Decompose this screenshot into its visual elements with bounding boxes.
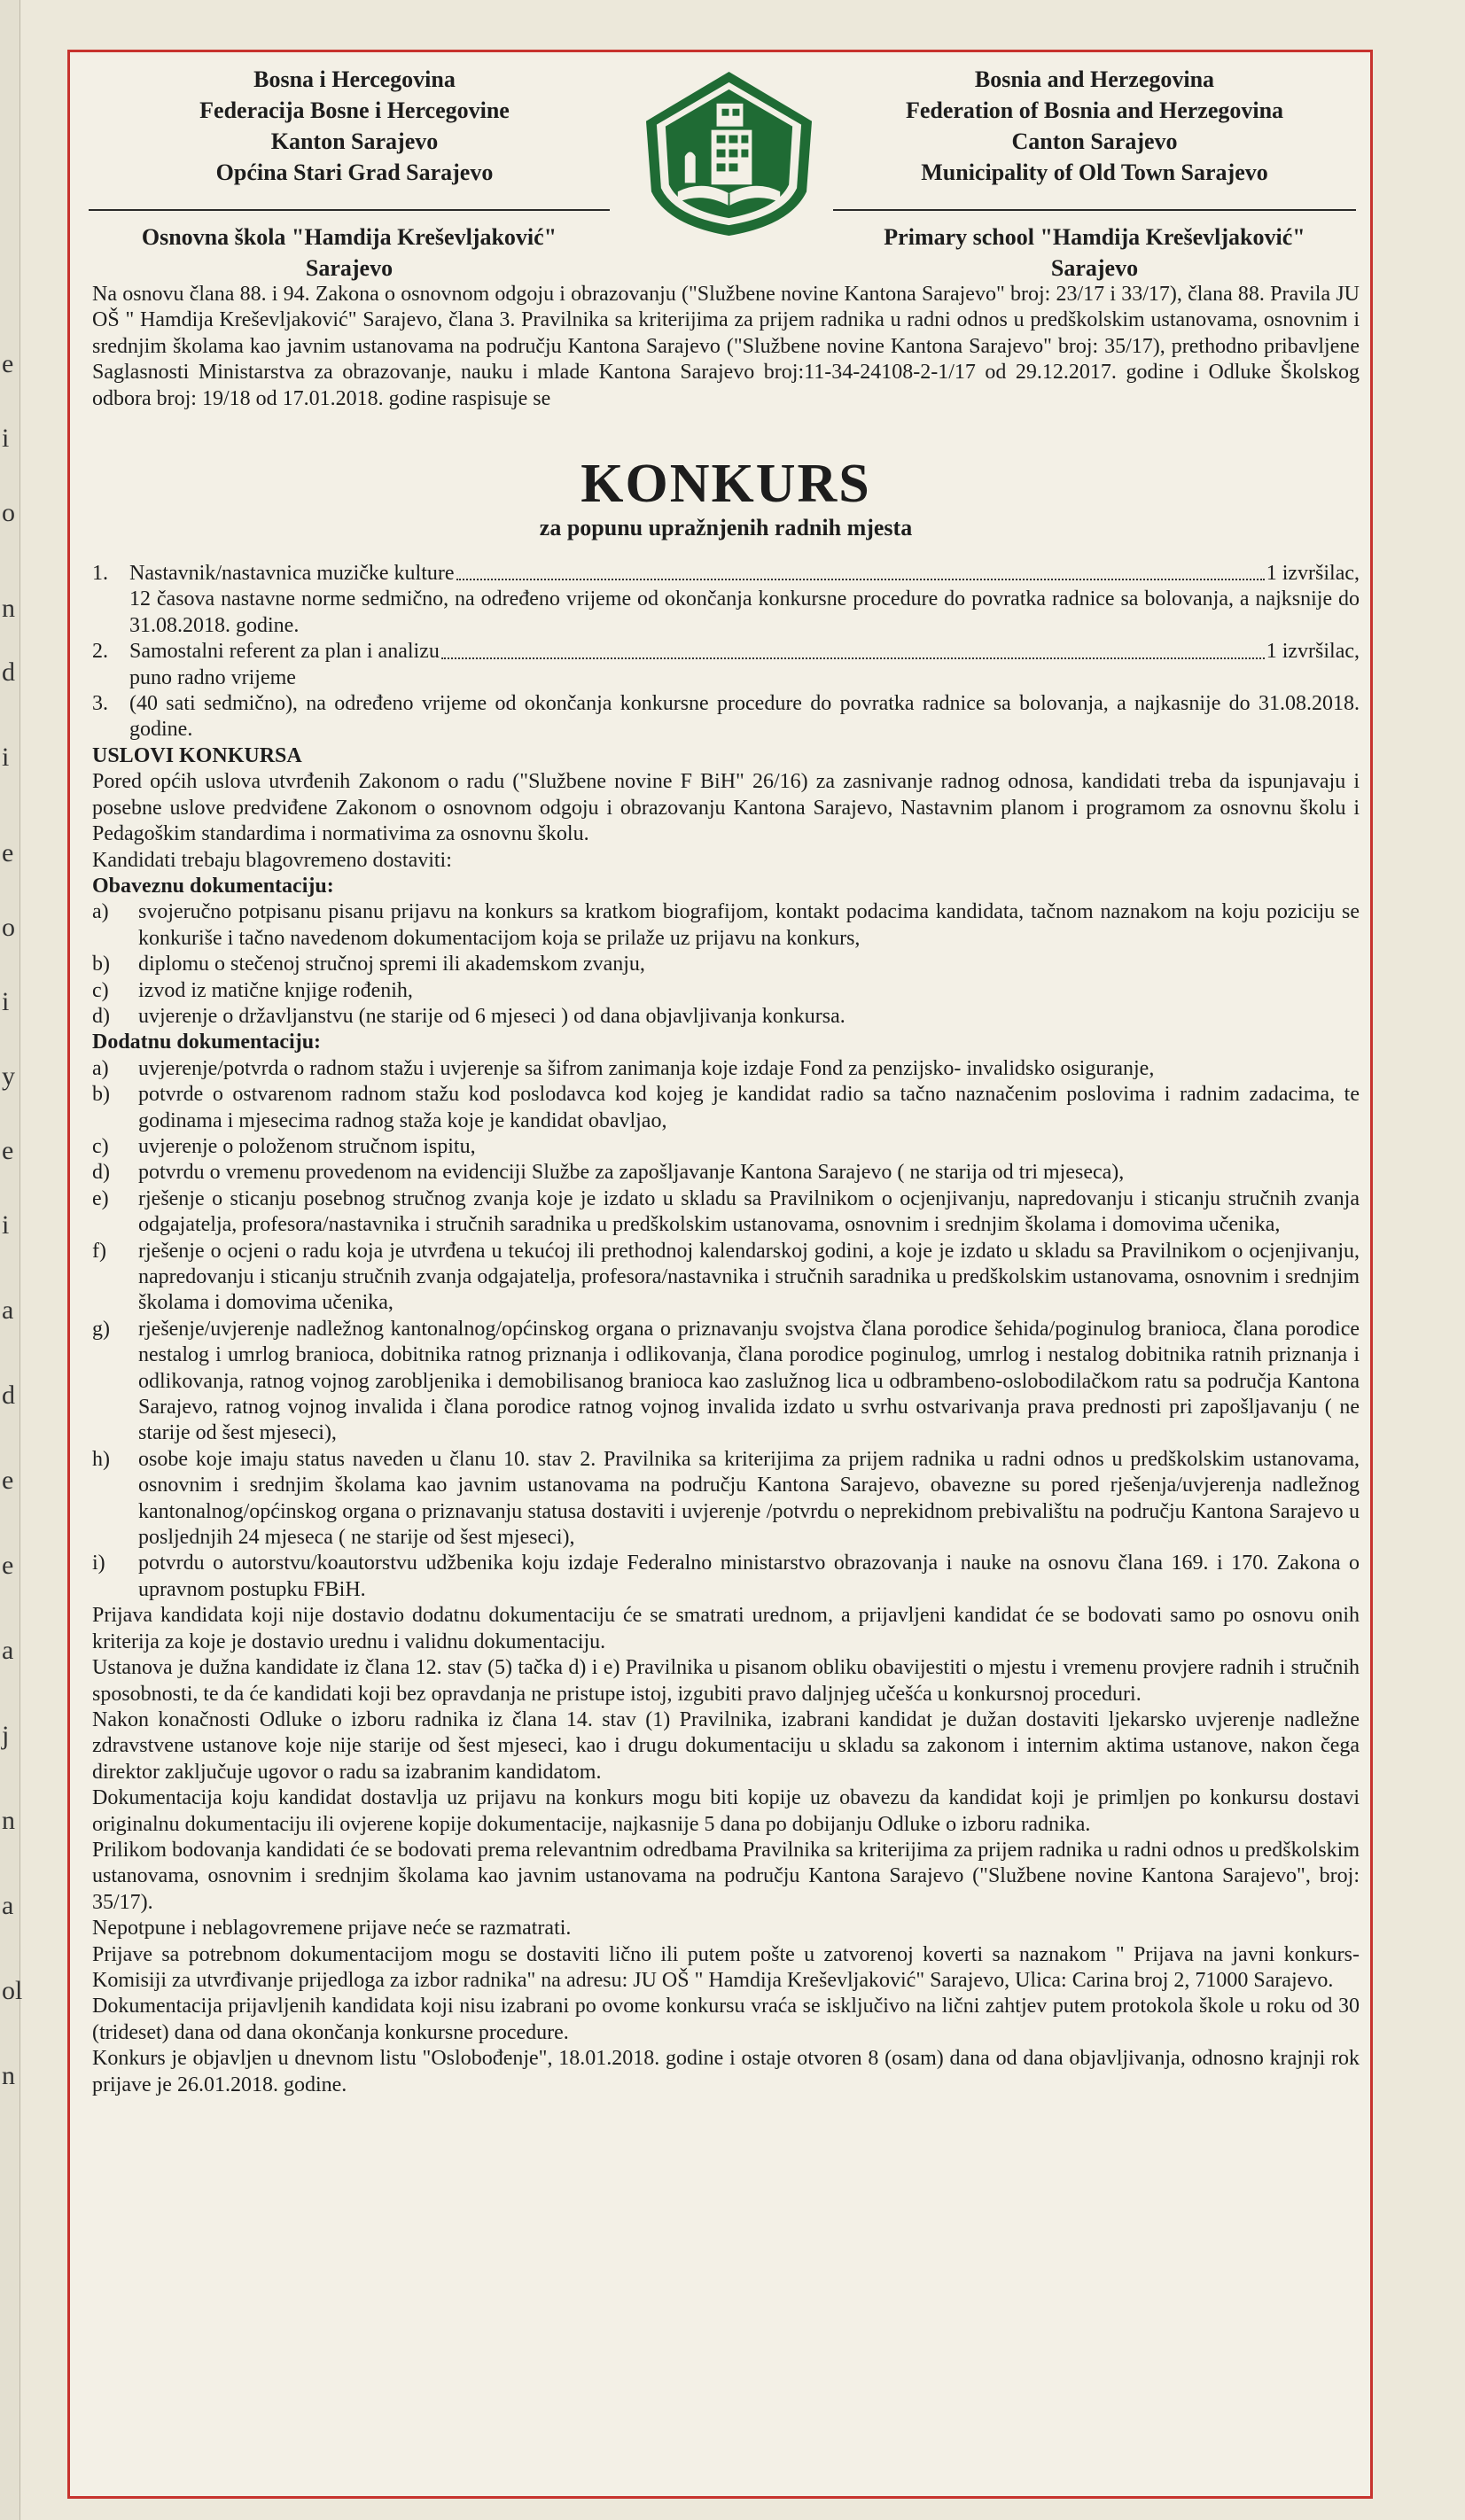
legal-basis-paragraph: Na osnovu člana 88. i 94. Zakona o osnovnom odgoju i obrazovanju ("Službene novine Kantona Sarajevo" broj: 23/17 i 33/17), člana 88. Pravila JU OŠ " Hamdija Kreševljaković" Sarajevo, člana 3. Pravilnika sa kriterijima za prijem radnika u radni odnos u predškolskim ustanovama, osnovnim i srednjim školama kao javnim ustanovama na području Kantona Sarajevo ("Službene novine Kantona Sarajevo" broj: 35/17), prethodno pribavljene Saglasnosti Ministarstva za obrazovanje, nauku i mlade Kantona Sarajevo broj:11-34-24108-2-1/17 od 29.12.2017. godine i Odluke Školskog odbora broj: 19/18 od 17.01.2018. godine raspisuje se xyxy=(92,283,1360,410)
position-item xyxy=(92,639,1360,691)
list-marker: a) xyxy=(92,1056,109,1080)
adjacent-column-fragment: d xyxy=(2,1381,15,1410)
announcement-subtitle: za popunu upražnjenih radnih mjesta xyxy=(539,515,913,541)
position-item xyxy=(92,691,1360,743)
header-right-line: Federation of Bosnia and Herzegovina xyxy=(905,97,1284,123)
position-number: 3. xyxy=(92,692,108,716)
header-left xyxy=(106,64,603,188)
deliver-text: Kandidati trebaju blagovremeno dostaviti: xyxy=(92,848,452,872)
position-item xyxy=(92,561,1360,639)
list-marker: d) xyxy=(92,1161,110,1185)
list-text: potvrdu o vremenu provedenom na evidenciji Službe za zapošljavanje Kantona Sarajevo ( ne starija od tri mjeseca), xyxy=(138,1161,1125,1185)
list-text: rješenje o sticanju posebnog stručnog zvanja koje je izdato u skladu sa Pravilnikom o ocjenjivanju, napredovanju i sticanju stručnih zvanja odgajatelja, profesora/nastavnika i stručnih saradnika u predškolskim ustanovama, osnovnim i srednjim školama i domovima učenika, xyxy=(138,1186,1360,1237)
school-city-english: Sarajevo xyxy=(1050,255,1139,281)
list-text: uvjerenje/potvrda o radnom stažu i uvjerenje sa šifrom zanimanja koje izdaje Fond za penzijsko- invalidsko osiguranje, xyxy=(138,1056,1155,1080)
header-left-line: Kanton Sarajevo xyxy=(270,128,439,154)
list-marker: b) xyxy=(92,953,110,976)
list-text: uvjerenje o državljanstvu (ne starije od 6 mjeseci ) od dana objavljivanja konkursa. xyxy=(138,1004,845,1028)
list-text: diplomu o stečenoj stručnoj spremi ili akademskom zvanju, xyxy=(138,953,645,976)
header-right-rule xyxy=(833,209,1356,211)
closing-paragraph: Prilikom bodovanja kandidati će se bodovati prema relevantnim odredbama Pravilnika sa kriterijima za prijem radnika u radni odnos u predškolskim ustanovama, osnovnim i srednjim školama kao javnim ustanovama na području Kantona Sarajevo ("Službene novine Kantona Sarajevo", broj: 35/17). xyxy=(92,1838,1360,1914)
header-left-rule xyxy=(89,209,610,211)
additional-document-item xyxy=(92,1447,1360,1552)
adjacent-column-fragment: a xyxy=(2,1891,14,1920)
list-marker: b) xyxy=(92,1083,110,1107)
list-marker: a) xyxy=(92,900,109,924)
header-right xyxy=(851,64,1338,188)
closing-paragraph: Dokumentacija prijavljenih kandidata koji nisu izabrani po ovome konkursu vraća se isključivo na lični zahtjev putem protokola škole u roku od 30 (trideset) dana od dana okončanja konkursne procedure. xyxy=(92,1995,1360,2044)
additional-document-item xyxy=(92,1134,1360,1160)
header-right-line: Canton Sarajevo xyxy=(1011,128,1178,154)
dot-leader xyxy=(456,579,1265,580)
mandatory-document-item xyxy=(92,1004,1360,1030)
position-name: Nastavnik/nastavnica muzičke kulture xyxy=(129,562,455,586)
additional-document-item xyxy=(92,1317,1360,1447)
closing-paragraph: Dokumentacija koju kandidat dostavlja uz prijavu na konkurs mogu biti kopije uz obavezu da kandidat koji je primljen po konkursu dostavi originalnu dokumentaciju ili ovjerene kopije dokumentacije, najkasnije 5 dana po dobijanju Odluke o izboru radnika. xyxy=(92,1786,1360,1836)
closing-paragraph: Konkurs je objavljen u dnevnom listu "Oslobođenje", 18.01.2018. godine i ostaje otvoren 8 (osam) dana od dana objavljivanja, odnosno krajnji rok prijave je 26.01.2018. godine. xyxy=(92,2047,1360,2096)
list-text: svojeručno potpisanu pisanu prijavu na konkurs sa kratkom biografijom, kontakt podacima kandidata, tačnom naznakom na koju poziciju se konkuriše i tačno navedenom dokumentacijom koja se prilaže uz prijavu na konkurs, xyxy=(138,900,1360,950)
header-left-line: Općina Stari Grad Sarajevo xyxy=(215,159,494,185)
header-right-school xyxy=(833,222,1356,284)
additional-document-item xyxy=(92,1056,1360,1082)
adjacent-column-fragment: d xyxy=(2,657,15,687)
adjacent-column-fragment: n xyxy=(2,594,15,623)
list-text: rješenje o ocjeni o radu koja je utvrđena u tekućoj ili prethodnoj kalendarskoj godini, a koje je izdato u skladu sa Pravilnikom o ocjenjivanju, napredovanju i sticanju stručnih zvanja odgajatelja, profesora/nastavnika i stručnih saradnika u predškolskim ustanovama, osnovnim i srednjim školama i domovima učenika, xyxy=(138,1239,1360,1315)
additional-document-item xyxy=(92,1186,1360,1239)
conditions-heading: USLOVI KONKURSA xyxy=(92,743,302,767)
conditions-paragraph: Pored općih uslova utvrđenih Zakonom o radu ("Službene novine F BiH" 26/16) za zasnivanje radnog odnosa, kandidati treba da ispunjavaju i posebne uslove predviđene Zakonom o osnovnom odgoju i obrazovanju Kantona Sarajevo, Nastavnim planom i programom za osnovnu školu i Pedagoškim standardima i normativima za osnovnu školu. xyxy=(92,770,1360,846)
position-count: 1 izvršilac, xyxy=(1266,562,1360,586)
position-count: 1 izvršilac, xyxy=(1266,640,1360,664)
list-marker: h) xyxy=(92,1447,110,1471)
adjacent-column-fragment: e xyxy=(2,1466,14,1495)
position-number: 1. xyxy=(92,562,108,586)
list-marker: c) xyxy=(92,978,109,1002)
additional-document-item xyxy=(92,1551,1360,1603)
header-left-line: Bosna i Hercegovina xyxy=(253,66,456,92)
header-right-line: Municipality of Old Town Sarajevo xyxy=(921,159,1268,185)
adjacent-column-fragment: e xyxy=(2,1136,14,1165)
adjacent-column-fragment: i xyxy=(2,743,10,772)
adjacent-column-fragment: i xyxy=(2,424,10,453)
closing-paragraph: Ustanova je dužna kandidate iz člana 12. stav (5) tačka d) i e) Pravilnika u pisanom obliku obavijestiti o mjestu i vremenu provjere radnih i stručnih sposobnosti, te da će kandidati koji bez opravdanja ne pristupe istoj, izgubiti pravo daljnjeg učešća u konkursnoj proceduri. xyxy=(92,1656,1360,1706)
school-city-local: Sarajevo xyxy=(305,255,394,281)
closing-paragraph: Nakon konačnosti Odluke o izboru radnika iz člana 14. stav (1) Pravilnika, izabrani kandidat je dužan dostaviti ljekarsko uvjerenje nadležne zdravstvene ustanove koje nije starije od šest mjeseci, kao i drugu dokumentaciju u skladu sa zakonom i internim aktima ustanove, nakon čega direktor zaključuje ugovor o radu sa izabranim kandidatom. xyxy=(92,1707,1360,1784)
closing-paragraph: Prijave sa potrebnom dokumentacijom mogu se dostaviti lično ili putem pošte u zatvorenoj koverti sa naznakom " Prijava na javni konkurs- Komisiji za utvrđivanje prijedloga za izbor radnika" na adresu: JU OŠ " Hamdija Kreševljaković" Sarajevo, Ulica: Carina broj 2, 71000 Sarajevo. xyxy=(92,1942,1360,1992)
adjacent-column-fragment: e xyxy=(2,1551,14,1580)
additional-document-item xyxy=(92,1082,1360,1134)
adjacent-column-fragment: n xyxy=(2,1806,15,1835)
position-details: 12 časova nastavne norme sedmično, na određeno vrijeme od okončanja konkursne procedure do povratka radnice sa bolovanja, a najksnije do 31.08.2018. godine. xyxy=(129,587,1360,637)
adjacent-column-fragment: a xyxy=(2,1295,14,1325)
mandatory-document-item xyxy=(92,978,1360,1004)
additional-heading: Dodatnu dokumentaciju: xyxy=(92,1031,322,1054)
header-left-line: Federacija Bosne i Hercegovine xyxy=(199,97,510,123)
list-marker: f) xyxy=(92,1239,106,1263)
mandatory-heading: Obaveznu dokumentaciju: xyxy=(92,874,334,898)
header-right-line: Bosnia and Herzegovina xyxy=(974,66,1215,92)
adjacent-column-fragment: o xyxy=(2,913,15,942)
list-text: osobe koje imaju status naveden u članu 10. stav 2. Pravilnika sa kriterijima za prijem radnika u radni odnos u predškolskim ustanovama, osnovnim i srednjim školama kao javnim ustanovama na području Kantona Sarajevo, obavezne su pored rješenja/uvjerenja nadležnog kantonalnog/općinskog organa o priznavanju statusa dostaviti i uvjerenje /potvrdu o neprekidnom prebivalištu na području Kantona Sarajevo u posljednjih 24 mjeseca ( ne starije od šest mjeseci), xyxy=(138,1447,1360,1550)
school-name-english: Primary school "Hamdija Kreševljaković" xyxy=(884,224,1305,250)
additional-document-item xyxy=(92,1239,1360,1317)
adjacent-column-fragment: i xyxy=(2,1210,10,1240)
list-marker: i) xyxy=(92,1552,105,1575)
adjacent-column-fragment: j xyxy=(2,1721,10,1750)
adjacent-column-fragment: e xyxy=(2,838,14,867)
adjacent-column-fragment: y xyxy=(2,1062,15,1091)
list-text: uvjerenje o položenom stručnom ispitu, xyxy=(138,1134,476,1158)
list-marker: c) xyxy=(92,1134,109,1158)
list-text: potvrde o ostvarenom radnom stažu kod poslodavca kod kojeg je kandidat radio sa tačno naznačenim poslovima i radnim zadacima, te godinama i mjesecima radnog staža koje je kandidat obavljao, xyxy=(138,1083,1360,1132)
adjacent-column-fragment: a xyxy=(2,1636,14,1665)
position-name: Samostalni referent za plan i analizu xyxy=(129,640,440,664)
mandatory-documents-list xyxy=(92,899,1360,1030)
adjacent-column-fragment: e xyxy=(2,349,14,378)
adjacent-column-strip xyxy=(0,0,23,2520)
mandatory-document-item xyxy=(92,899,1360,952)
list-marker: e) xyxy=(92,1186,109,1210)
closing-paragraph: Prijava kandidata koji nije dostavio dodatnu dokumentaciju će se smatrati urednom, a prijavljeni kandidat će se bodovati samo po osnovu onih kriterija za koje je dostavio urednu i validnu dokumentaciju. xyxy=(92,1604,1360,1653)
school-name-local: Osnovna škola "Hamdija Kreševljaković" xyxy=(141,224,557,250)
adjacent-column-fragment: i xyxy=(2,987,10,1016)
school-emblem-icon xyxy=(641,68,817,240)
list-marker: d) xyxy=(92,1004,110,1028)
list-marker: g) xyxy=(92,1317,110,1341)
dot-leader xyxy=(441,657,1265,659)
additional-documents-list xyxy=(92,1056,1360,1604)
mandatory-document-item xyxy=(92,952,1360,977)
header-left-school xyxy=(89,222,610,284)
announcement-title: KONKURS xyxy=(581,454,871,515)
position-details: puno radno vrijeme xyxy=(129,665,296,689)
list-text: izvod iz matične knjige rođenih, xyxy=(138,978,413,1002)
list-text: rješenje/uvjerenje nadležnog kantonalnog/općinskog organa o priznavanju svojstva člana porodice šehida/poginulog branioca, člana porodice nestalog i umrlog branioca, dobitnika ratnog priznanja i odlikovanja, člana porodice poginulog, umrlog i nestalog dobitnika ratnih priznanja i odlikovanja, ratnog vojnog zarobljenika i demobilisanog branioca kao zaslužnog lica u odbrambeno-oslobodilačkom ratu sa područja Kantona Sarajevo, ratnog vojnog invalida i člana porodice ratnog vojnog invalida izdato u svrhu ostvarivanja prava prednosti pri zapošljavanju ( ne starije od šest mjeseci), xyxy=(138,1317,1360,1445)
position-number: 2. xyxy=(92,640,108,664)
closing-paragraphs xyxy=(92,1603,1360,2098)
list-text: potvrdu o autorstvu/koautorstvu udžbenika koju izdaje Federalno ministarstvo obrazovanja i nauke na osnovu člana 169. i 170. Zakona o upravnom postupku FBiH. xyxy=(138,1552,1360,1601)
additional-document-item xyxy=(92,1160,1360,1186)
adjacent-column-fragment: ol xyxy=(2,1976,23,2005)
closing-paragraph: Nepotpune i neblagovremene prijave neće se razmatrati. xyxy=(92,1917,572,1941)
announcement-body xyxy=(92,282,1360,2098)
adjacent-column-fragment: o xyxy=(2,498,15,527)
position-details: (40 sati sedmično), na određeno vrijeme od okončanja konkursne procedure do povratka radnice sa bolovanja, a najkasnije do 31.08.2018. godine. xyxy=(129,692,1360,742)
adjacent-column-fragment: n xyxy=(2,2061,15,2090)
